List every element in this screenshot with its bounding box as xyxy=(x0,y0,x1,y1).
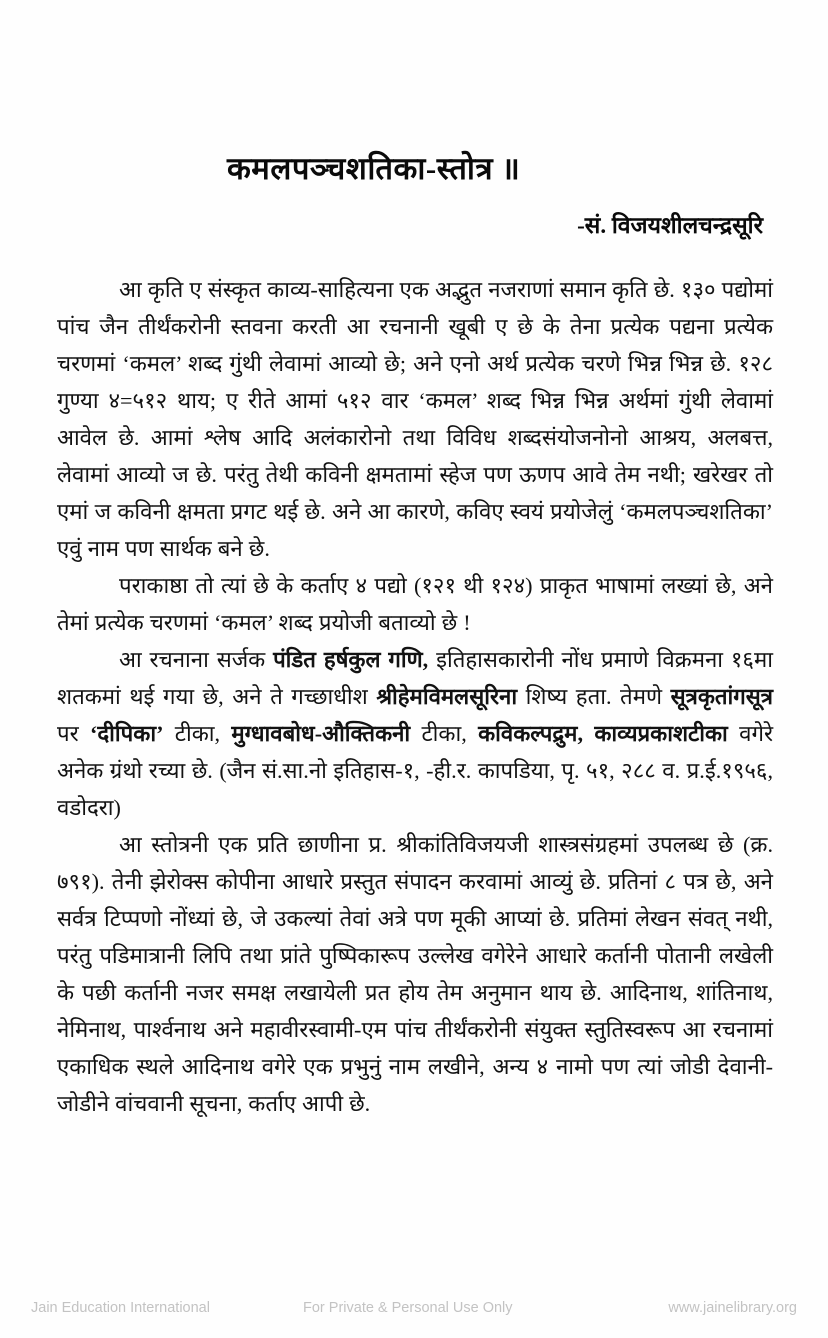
page-title: कमलपञ्चशतिका-स्तोत्र ॥ xyxy=(227,151,521,186)
text-run: आ स्तोत्रनी एक प्रति छाणीना प्र. श्रीकांतिविजयजी शास्त्रसंग्रहमां उपलब्ध छे (क्र. ७९१). तेनी झेरोक्स कोपीना आधारे प्रस्तुत संपादन करवामां आव्युं छे. प्रतिनां ८ पत्र छे, अने सर्वत्र टिप्पणो नोंध्यां छे, जे उकल्यां तेवां अत्रे पण मूकी आप्यां छे. प्रतिमां लेखन संवत् नथी, परंतु पडिमात्रानी लिपि तथा प्रांते पुष्पिकारूप उल्लेख वगेरेने आधारे कर्तानी पोतानी लखेली के पछी कर्तानी नजर समक्ष लखायेली प्रत होय तेम अनुमान थाय छे. आदिनाथ, शांतिनाथ, नेमिनाथ, पार्श्वनाथ अने महावीरस्वामी-एम पांच तीर्थंकरोनी संयुक्त स्तुतिस्वरूप आ रचनामां एकाधिक स्थले आदिनाथ वगेरे एक प्रभुनुं नाम लखीने, अन्य ४ नामो पण त्यां जोडी देवानी-जोडीने वांचवानी सूचना, कर्ताए आपी छे. xyxy=(57,831,773,1116)
footer-usage-notice: For Private & Personal Use Only xyxy=(303,1300,513,1316)
text-run: पराकाष्ठा तो त्यां छे के कर्ताए ४ पद्यो (१२१ थी १२४) प्राकृत भाषामां लख्यां छे, अने तेमां प्रत्येक चरणमां ‘कमल’ शब्द प्रयोजी बताव्यो छे ! xyxy=(57,572,773,635)
paragraph-author-note xyxy=(57,641,773,826)
text-run: शिष्य हता. तेमणे xyxy=(517,683,671,709)
text-run: आ रचनाना सर्जक xyxy=(119,646,274,672)
emphasised-term: मुग्धावबोध-औक्तिकनी xyxy=(231,720,411,746)
page-footer xyxy=(0,1286,828,1338)
emphasised-term: कविकल्पद्रुम, काव्यप्रकाशटीका xyxy=(478,720,728,746)
footer-organization: Jain Education International xyxy=(31,1300,210,1316)
paragraph-prakrit-note xyxy=(57,567,773,641)
editor-attribution: -सं. विजयशीलचन्द्रसूरि xyxy=(577,212,763,238)
text-run: पर xyxy=(57,720,91,746)
text-run: इतिहासकारोनी नोंध प्रमाणे विक्रमना १६मा शतकमां थई गया छे, अने ते गच्छाधीश xyxy=(57,646,773,709)
emphasised-term: सूत्रकृतांगसूत्र xyxy=(670,683,773,709)
footer-website-url[interactable]: www.jainelibrary.org xyxy=(668,1300,797,1316)
paragraph-intro xyxy=(57,241,773,567)
emphasised-term: श्रीहेमविमलसूरिना xyxy=(376,683,518,709)
emphasised-term: पंडित हर्षकुल गणि, xyxy=(273,646,429,672)
text-run: टीका, xyxy=(163,720,232,746)
text-run: वगेरे अनेक ग्रंथो रच्या छे. (जैन सं.सा.नो इतिहास-१, -ही.र. कापडिया, पृ. ५१, २८८ व. प्र.ई.१९५६, वडोदरा) xyxy=(57,720,774,820)
document-body xyxy=(57,0,773,1122)
paragraph-manuscript-note xyxy=(57,826,773,1122)
text-run: आ कृति ए संस्कृत काव्य-साहित्यना एक अद्भुत नजराणां समान कृति छे. १३० पद्योमां पांच जैन तीर्थंकरोनी स्तवना करती आ रचनानी खूबी ए छे के तेना प्रत्येक पद्यना प्रत्येक चरणमां ‘कमल’ शब्द गुंथी लेवामां आव्यो छे; अने एनो अर्थ प्रत्येक चरणे भिन्न भिन्न छे. १२८ गुण्या ४=५१२ थाय; ए रीते आमां ५१२ वार ‘कमल’ शब्द भिन्न भिन्न अर्थमां गुंथी लेवामां आवेल छे. आमां श्लेष आदि अलंकारोनो तथा विविध शब्दसंयोजनोनो आश्रय, अलबत्त, लेवामां आव्यो ज छे. परंतु तेथी कविनी क्षमतामां स्हेज पण ऊणप आवे तेम नथी; खरेखर तो एमां ज कविनी क्षमता प्रगट थई छे. अने आ कारणे, कविए स्वयं प्रयोजेलुं ‘कमलपञ्चशतिका’ एवुं नाम पण सार्थक बने छे. xyxy=(57,276,773,561)
emphasised-term: ‘दीपिका’ xyxy=(90,720,164,746)
text-run: टीका, xyxy=(410,720,479,746)
